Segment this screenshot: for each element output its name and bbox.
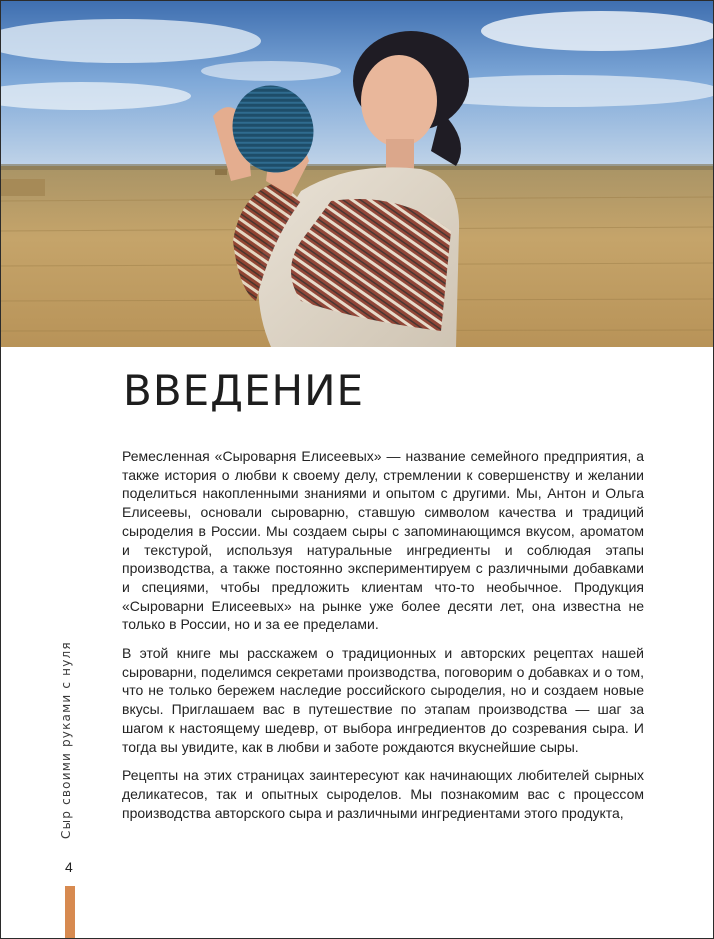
photo-woman-in-field [1,1,713,347]
paragraph: В этой книге мы расскажем о традиционных и авторских рецептах нашей сыроварни, поделимся секретами производства, поговорим о добавках и о том, что не только бережем наследие российского сыроделия, но и создаем новые вкусы. Приглашаем вас в путешествие по этапам производства — шаг за шагом к настоящему шедевр, от выбора ингредиентов до созревания сыра. И тогда вы увидите, как в любви и заботе рождаются вкуснейшие сыры. [122,645,644,755]
accent-bar [65,886,75,938]
running-book-title: Сыр своими руками с нуля [59,641,73,839]
paragraph: Ремесленная «Сыроварня Елисеевых» — название семейного предприятия, а также история о любви к своему делу, стремлении к совершенству и желании поделиться накопленными знаниями и опытом с другими. Мы, Антон и Ольга Елисеевы, основали сыроварню, ставшую символом качества и традиций сыроделия в России. Мы создаем сыры с запоминающимся вкусом, ароматом и текстурой, используя натуральные ингредиенты и соблюдая этапы производства, а также постоянно экспериментируем с различными добавками и специями, чтобы предложить клиентам что-то необычное. Продукция «Сыроварни Елисеевых» на рынке уже более десяти лет, она известна не только в России, но и за ее пределами. [122,448,644,633]
header-photo [1,1,713,347]
page-title: ВВЕДЕНИЕ [123,366,365,415]
body-text [122,447,644,832]
paragraph: Рецепты на этих страницах заинтересуют как начинающих любителей сырных деликатесов, так и опытных сыроделов. Мы познакомим вас с процессом производства авторского сыра и различными ингредиентами этого продукта, [122,767,644,821]
page-number: 4 [65,859,73,875]
